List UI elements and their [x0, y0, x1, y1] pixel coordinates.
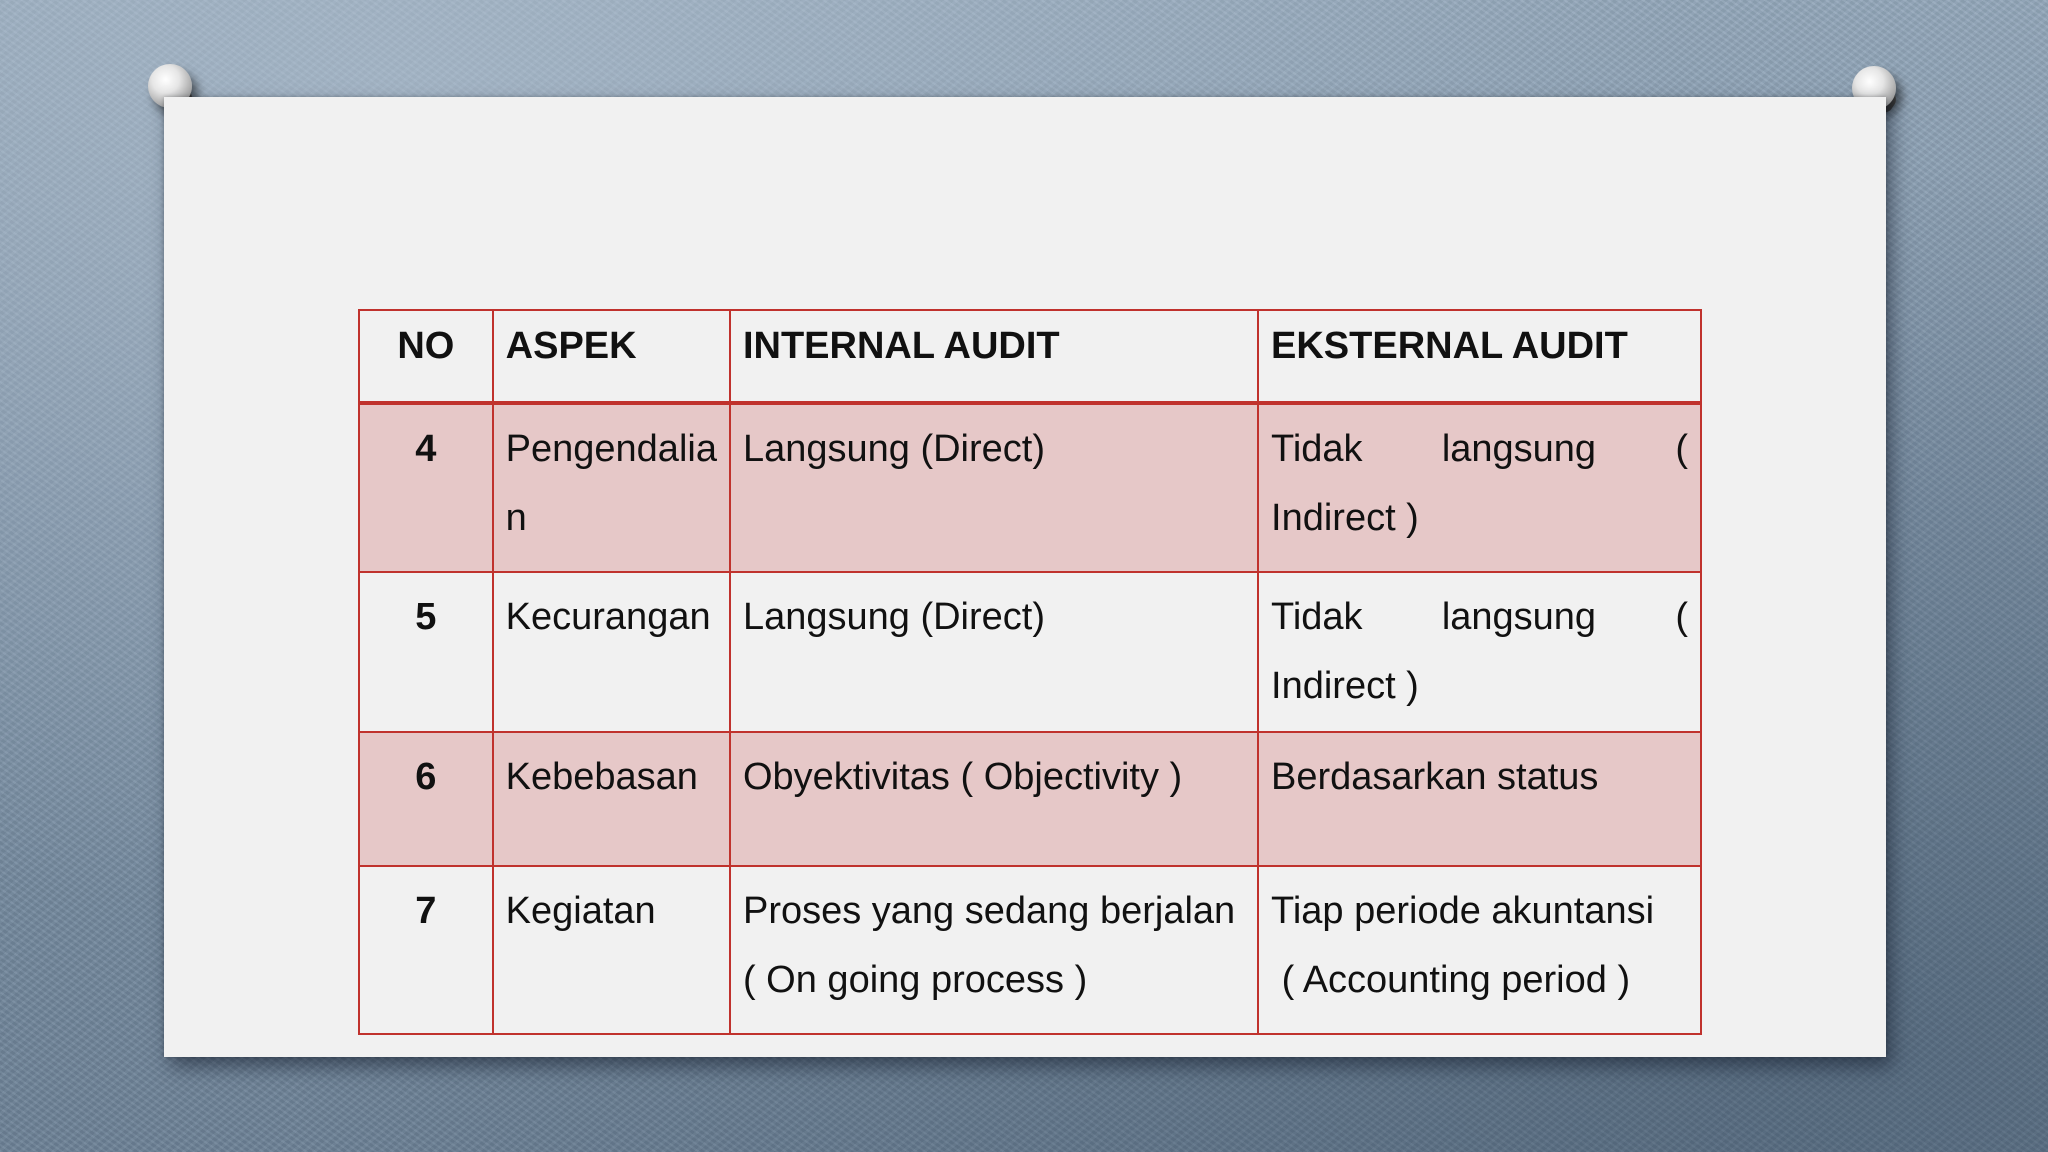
- row-aspek: Kegiatan: [493, 866, 730, 1034]
- row-eksternal-word: Tidak: [1271, 596, 1363, 638]
- row-eksternal-word: langsung: [1441, 596, 1597, 638]
- row-eksternal-line2: Indirect ): [1271, 497, 1419, 539]
- table-row: [359, 866, 1701, 1034]
- row-eksternal-line1: [1271, 415, 1688, 484]
- row-eksternal: Berdasarkan status: [1258, 732, 1701, 866]
- table-row: [359, 732, 1701, 866]
- row-no: 6: [359, 732, 493, 866]
- row-internal: Langsung (Direct): [730, 403, 1258, 572]
- header-no: NO: [359, 310, 493, 403]
- row-eksternal: [1258, 572, 1701, 732]
- row-no: 5: [359, 572, 493, 732]
- row-eksternal: [1258, 866, 1701, 1034]
- row-aspek: Kecurangan: [493, 572, 730, 732]
- row-eksternal-line2: ( Accounting period ): [1271, 959, 1631, 1001]
- row-aspek-line1: Pengendalia: [505, 428, 717, 470]
- row-internal: [730, 866, 1258, 1034]
- audit-comparison-table: [358, 309, 1702, 1035]
- table-row: [359, 572, 1701, 732]
- row-internal-line1: Proses yang sedang berjalan: [742, 890, 1236, 932]
- row-aspek: [493, 403, 730, 572]
- header-aspek: ASPEK: [493, 310, 730, 403]
- row-eksternal-line1: Tiap periode akuntansi: [1271, 890, 1655, 932]
- row-internal: Langsung (Direct): [730, 572, 1258, 732]
- table-row: [359, 403, 1701, 572]
- row-no: 4: [359, 403, 493, 572]
- row-eksternal-word: (: [1675, 596, 1688, 638]
- row-eksternal-line1: [1271, 583, 1688, 652]
- row-eksternal-word: langsung: [1441, 428, 1597, 470]
- row-internal: Obyektivitas ( Objectivity ): [730, 732, 1258, 866]
- row-eksternal-word: (: [1675, 428, 1688, 470]
- header-internal-audit: INTERNAL AUDIT: [730, 310, 1258, 403]
- row-no: 7: [359, 866, 493, 1034]
- row-internal-line2: ( On going process ): [742, 959, 1088, 1001]
- row-eksternal-word: Tidak: [1271, 428, 1363, 470]
- table-header-row: [359, 310, 1701, 403]
- row-eksternal-line2: Indirect ): [1271, 665, 1419, 707]
- row-eksternal: [1258, 403, 1701, 572]
- row-aspek: Kebebasan: [493, 732, 730, 866]
- header-eksternal-audit: EKSTERNAL AUDIT: [1258, 310, 1701, 403]
- row-aspek-line2: n: [505, 497, 527, 539]
